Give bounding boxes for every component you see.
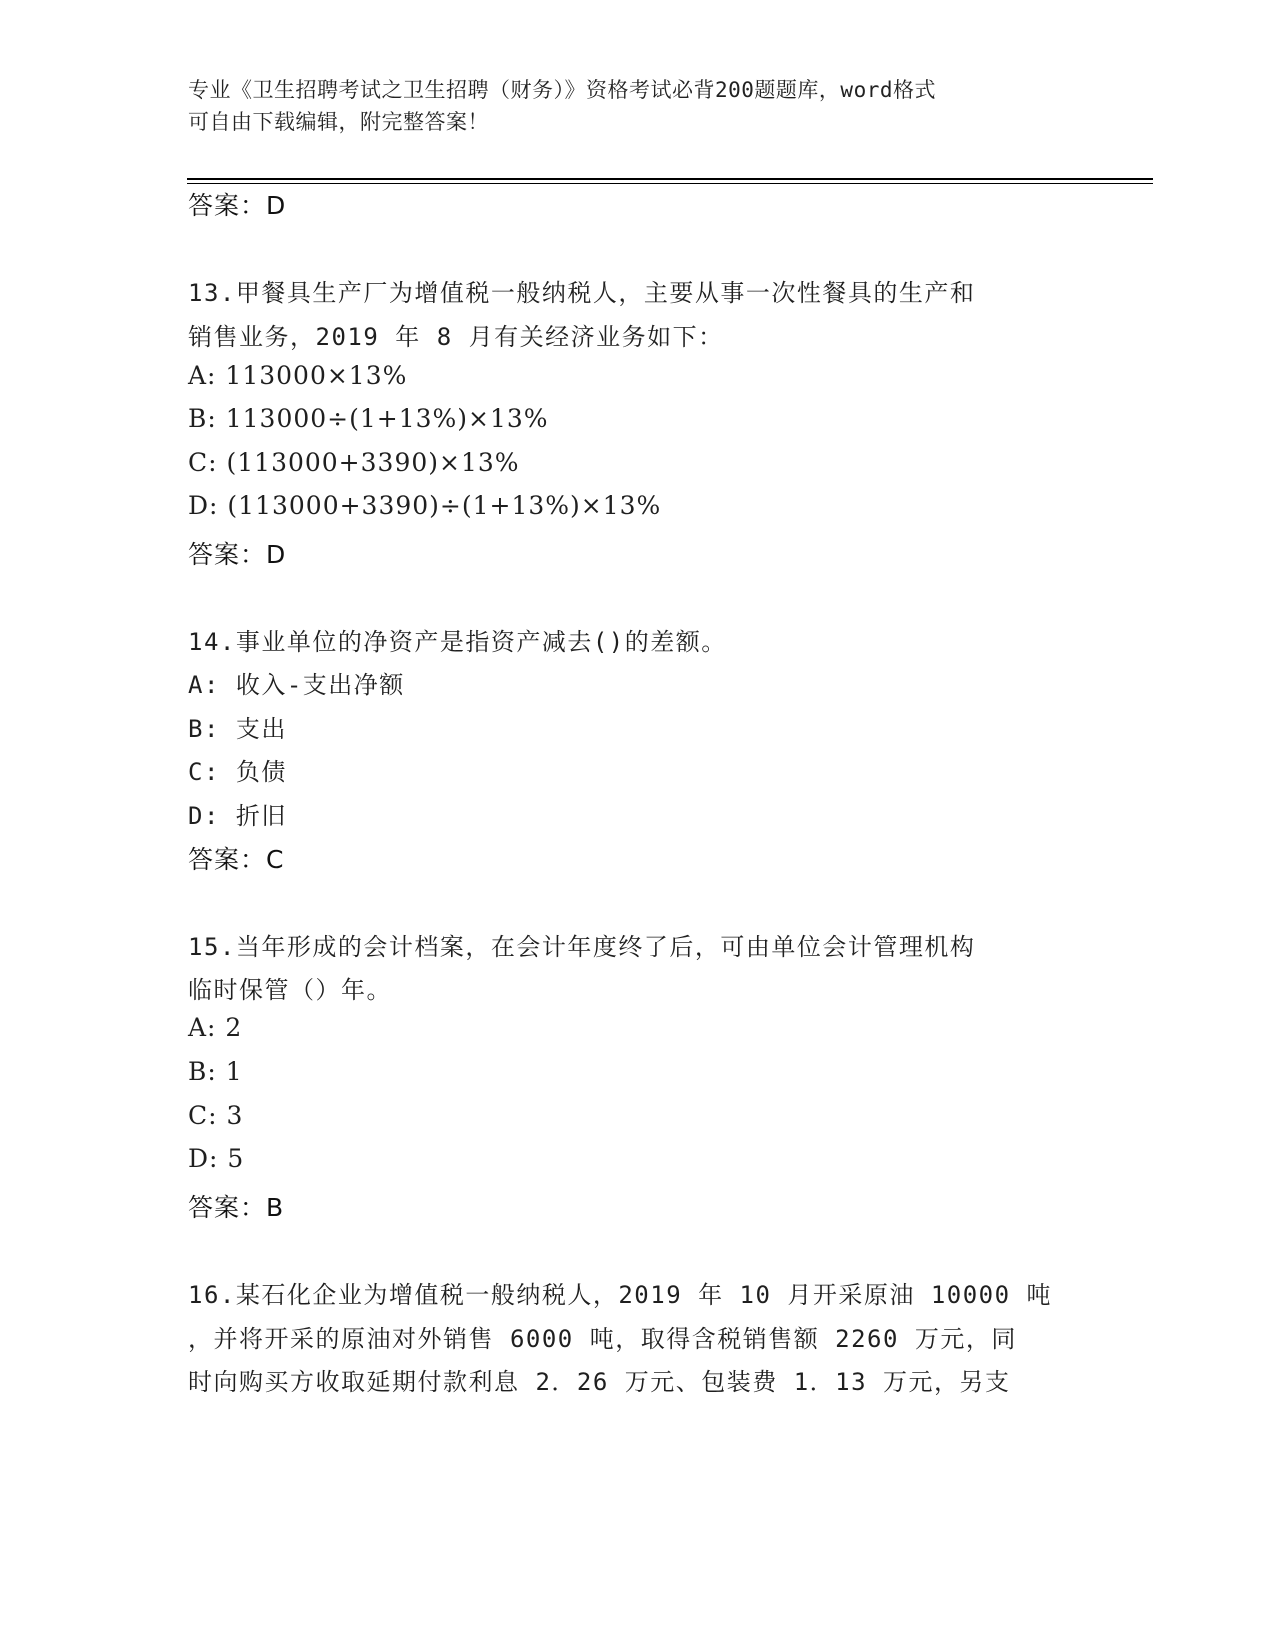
question-13-text-line-2: 销售业务，2019 年 8 月有关经济业务如下：: [188, 323, 724, 351]
question-13-option-c: C: (113000+3390)×13%: [188, 448, 520, 477]
question-14-option-b: B: 支出: [188, 715, 287, 743]
header-divider-thick: [187, 178, 1153, 180]
question-13-option-a: A: 113000×13%: [188, 361, 408, 390]
question-15-option-c: C: 3: [188, 1101, 244, 1130]
question-14-option-a: A: 收入-支出净额: [188, 671, 405, 699]
header-divider-thin: [187, 183, 1153, 184]
header-line-2: 可自由下载编辑，附完整答案！: [188, 110, 489, 134]
question-13-text-line-1: 13.甲餐具生产厂为增值税一般纳税人，主要从事一次性餐具的生产和: [188, 279, 976, 307]
question-15-answer: 答案：B: [188, 1193, 285, 1222]
question-14-text-line-1: 14.事业单位的净资产是指资产减去()的差额。: [188, 628, 727, 656]
answer-line: 答案：D: [188, 191, 287, 220]
header-line-1: 专业《卫生招聘考试之卫生招聘（财务）》资格考试必背200题题库，word格式: [188, 78, 936, 102]
question-13-option-d: D: (113000+3390)÷(1+13%)×13%: [188, 491, 662, 520]
question-14-answer: 答案：C: [188, 845, 285, 874]
question-15-text-line-2: 临时保管（）年。: [188, 976, 392, 1004]
question-15-option-b: B: 1: [188, 1057, 243, 1086]
question-16-text-line-1: 16.某石化企业为增值税一般纳税人，2019 年 10 月开采原油 10000 吨: [188, 1281, 1053, 1309]
question-14-option-c: C: 负债: [188, 758, 287, 786]
question-13-answer: 答案：D: [188, 540, 287, 569]
question-13-option-b: B: 113000÷(1+13%)×13%: [188, 404, 549, 433]
question-16-text-line-2: ，并将开采的原油对外销售 6000 吨，取得含税销售额 2260 万元，同: [188, 1325, 1017, 1353]
question-15-text-line-1: 15.当年形成的会计档案，在会计年度终了后，可由单位会计管理机构: [188, 933, 976, 961]
question-16-text-line-3: 时向购买方收取延期付款利息 2．26 万元、包装费 1．13 万元，另支: [188, 1368, 1011, 1396]
question-15-option-a: A: 2: [188, 1013, 243, 1042]
page-header: [188, 74, 1068, 138]
question-15-option-d: D: 5: [188, 1144, 245, 1173]
question-14-option-d: D: 折旧: [188, 802, 287, 830]
